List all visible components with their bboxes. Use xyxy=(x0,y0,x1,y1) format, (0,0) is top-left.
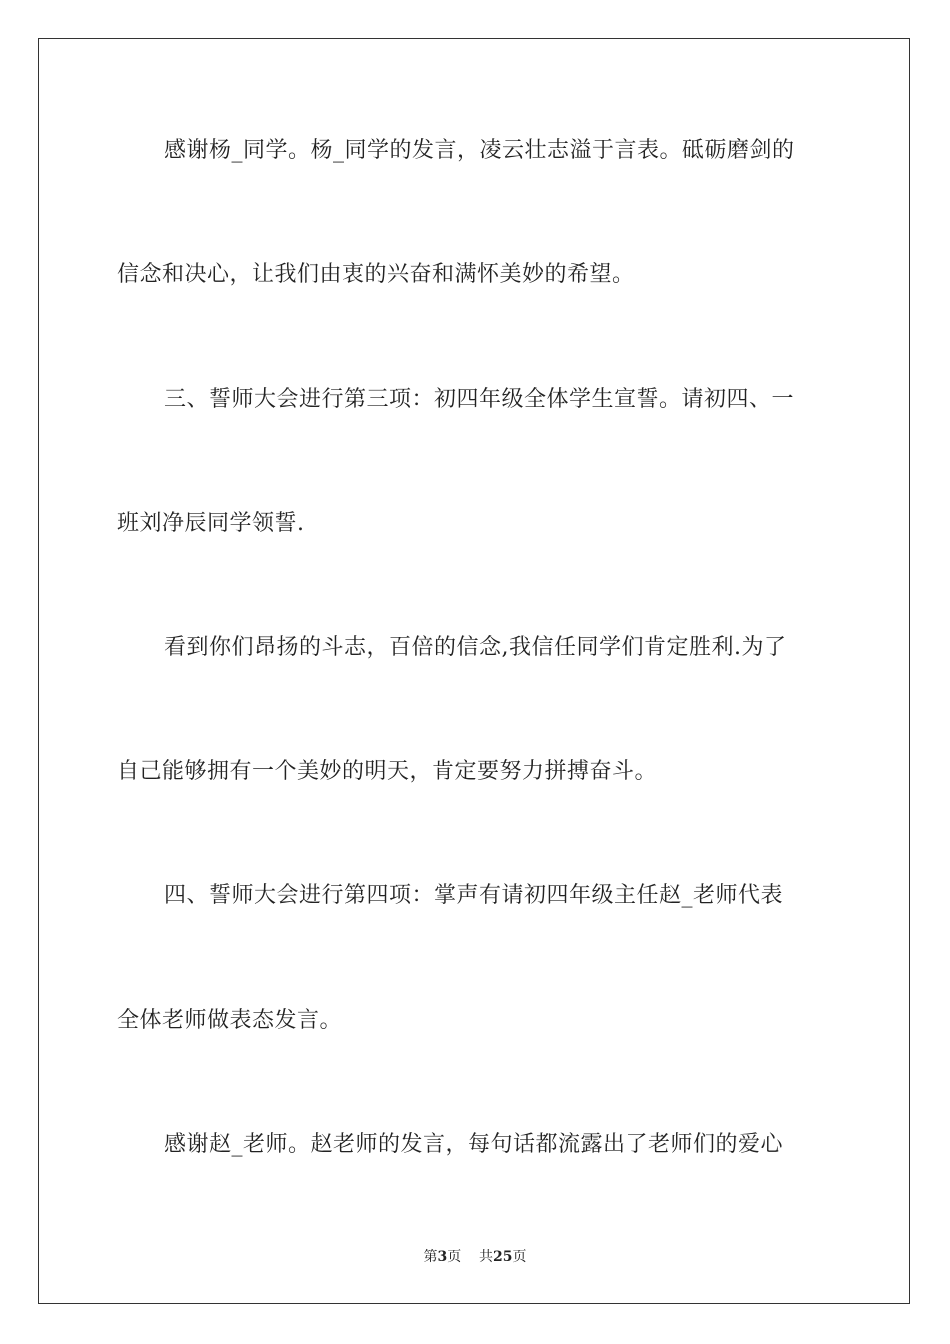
page-number: 3 xyxy=(437,1249,448,1265)
paragraph-line: 全体老师做表态发言。 xyxy=(117,1008,343,1033)
total-pages: 25 xyxy=(493,1249,513,1265)
paragraph-line: 三、誓师大会进行第三项：初四年级全体学生宣誓。请初四、一 xyxy=(164,387,795,412)
paragraph-line: 感谢杨_同学。杨_同学的发言，凌云壮志溢于言表。砥砺磨剑的 xyxy=(164,138,795,163)
total-prefix: 共 xyxy=(479,1249,494,1265)
paragraph-line: 班刘净辰同学领誓. xyxy=(117,511,305,536)
page-suffix: 页 xyxy=(447,1249,462,1265)
page-border xyxy=(38,38,910,1304)
page-footer xyxy=(0,1248,950,1266)
paragraph-line: 看到你们昂扬的斗志，百倍的信念,我信任同学们肯定胜利.为了 xyxy=(164,635,787,660)
page-prefix: 第 xyxy=(423,1249,438,1265)
paragraph-line: 感谢赵_老师。赵老师的发言，每句话都流露出了老师们的爱心 xyxy=(164,1132,784,1157)
paragraph-line: 四、誓师大会进行第四项：掌声有请初四年级主任赵_老师代表 xyxy=(164,883,784,908)
paragraph-line: 自己能够拥有一个美妙的明天，肯定要努力拼搏奋斗。 xyxy=(117,759,658,784)
total-suffix: 页 xyxy=(512,1249,527,1265)
paragraph-line: 信念和决心，让我们由衷的兴奋和满怀美妙的希望。 xyxy=(117,262,635,287)
